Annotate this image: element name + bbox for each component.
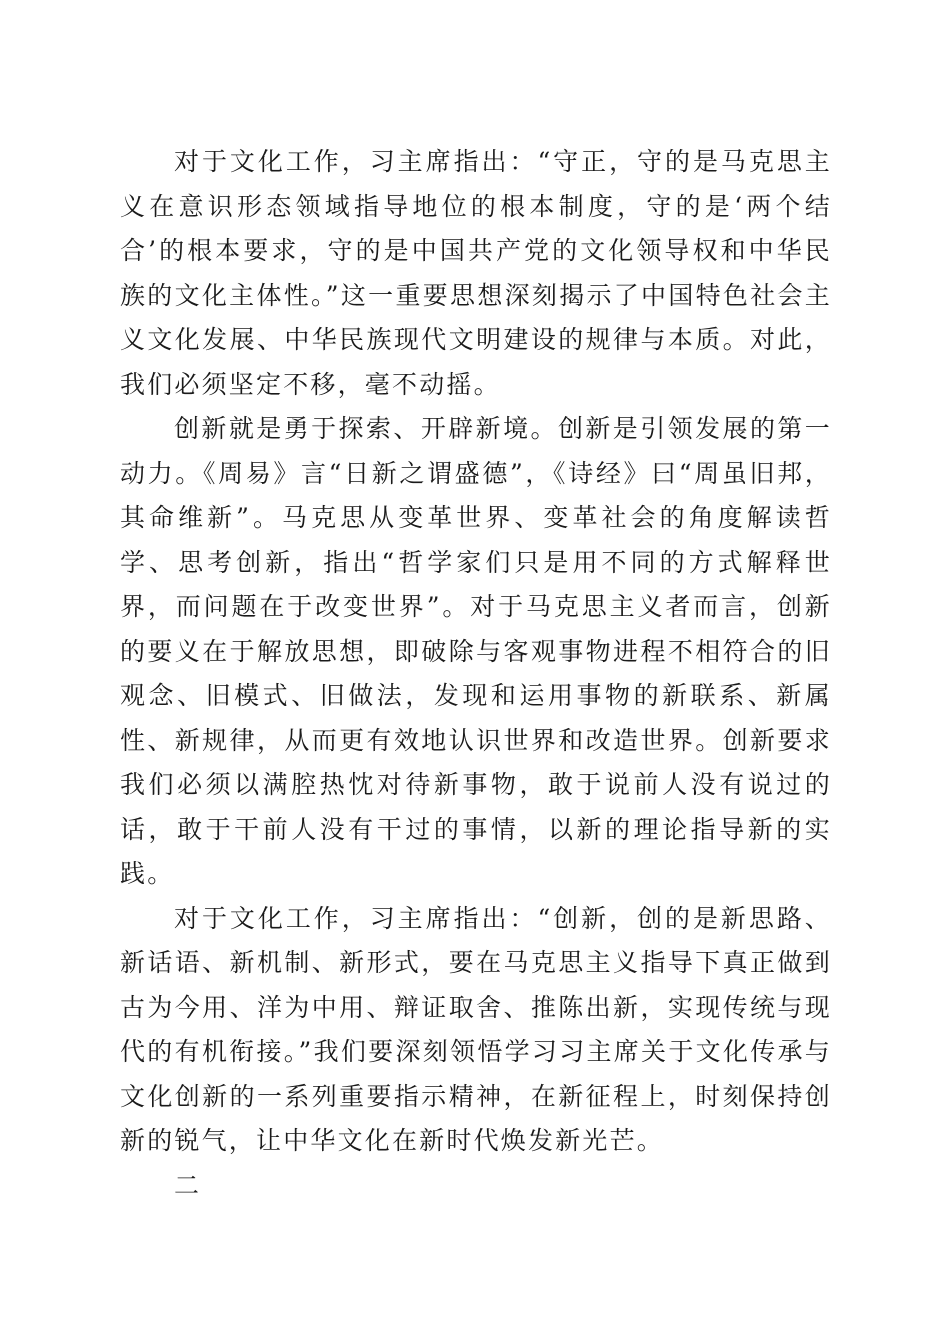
- paragraph-3: 对于文化工作，习主席指出：“创新，创的是新思路、新话语、新机制、新形式，要在马克思主义指导下真正做到古为今用、洋为中用、辩证取舍、推陈出新，实现传统与现代的有机衔接。”我们要深刻领悟学习习主席关于文化传承与文化创新的一系列重要指示精神，在新征程上，时刻保持创新的锐气，让中华文化在新时代焕发新光芒。: [120, 903, 832, 1155]
- paragraph-2: 创新就是勇于探索、开辟新境。创新是引领发展的第一动力。《周易》言“日新之谓盛德”，《诗经》曰“周虽旧邦，其命维新”。马克思从变革世界、变革社会的角度解读哲学、思考创新，指出“哲学家们只是用不同的方式解释世界，而问题在于改变世界”。对于马克思主义者而言，创新的要义在于解放思想，即破除与客观事物进程不相符合的旧观念、旧模式、旧做法，发现和运用事物的新联系、新属性、新规律，从而更有效地认识世界和改造世界。创新要求我们必须以满腔热忱对待新事物，敢于说前人没有说过的话，敢于干前人没有干过的事情，以新的理论指导新的实践。: [120, 414, 832, 888]
- paragraph-1: 对于文化工作，习主席指出：“守正，守的是马克思主义在意识形态领域指导地位的根本制度，守的是‘两个结合’的根本要求，守的是中国共产党的文化领导权和中华民族的文化主体性。”这一重要思想深刻揭示了中国特色社会主义文化发展、中华民族现代文明建设的规律与本质。对此，我们必须坚定不移，毫不动摇。: [120, 147, 832, 399]
- document-body: [120, 140, 832, 1208]
- section-number: 二: [174, 1170, 202, 1200]
